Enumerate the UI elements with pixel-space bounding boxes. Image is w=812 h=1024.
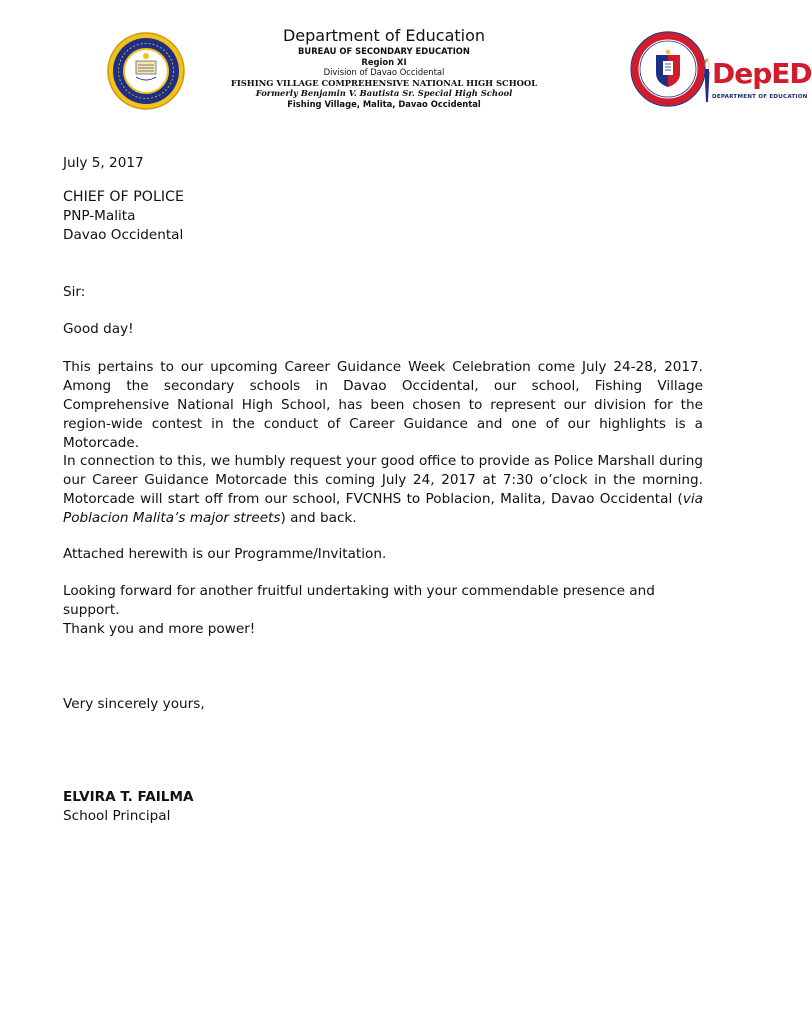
- request-text-end: ) and back.: [280, 510, 357, 526]
- route-note: via Poblacion Malita’s major streets: [63, 491, 703, 526]
- deped-logo: DepED: [712, 57, 812, 90]
- paragraph-purpose: This pertains to our upcoming Career Guidance Week Celebration come July 24-28, 2017. Among the secondary schools in Davao Occidental, our school, Fishing Village Comprehensive National High School, has been chosen to represent our division for the region-wide contest in the conduct of Career Guidance and one of our highlights is a Motorcade.: [63, 359, 703, 451]
- school-seal-icon: [106, 31, 186, 111]
- recipient-title: CHIEF OF POLICE: [63, 189, 184, 205]
- salutation: Sir:: [63, 284, 86, 300]
- paragraph-closing-note: Looking forward for another fruitful undertaking with your commendable presence and support.: [63, 583, 655, 618]
- complimentary-close: Very sincerely yours,: [63, 696, 205, 712]
- formerly-line: Formerly Benjamin V. Bautista Sr. Special High School: [255, 88, 513, 99]
- region-line: Region XI: [361, 56, 407, 67]
- recipient-org: PNP-Malita: [63, 208, 136, 224]
- deped-seal-icon: [630, 31, 706, 107]
- letterhead: [0, 0, 812, 130]
- recipient-place: Davao Occidental: [63, 227, 184, 243]
- letterhead-text: [180, 26, 588, 110]
- request-text: In connection to this, we humbly request your good office to provide as Police Marshall during our Career Guidance Motorcade this coming July 24, 2017 at 7:30 o’clock in the morning. Motorcade will start off from our school, FVCNHS to Poblacion, Malita, Davao Occidental (: [63, 453, 703, 507]
- address-line: Fishing Village, Malita, Davao Occidental: [287, 98, 481, 109]
- signer-title: School Principal: [63, 808, 171, 824]
- department-name: Department of Education: [282, 26, 486, 45]
- recipient-block: [63, 188, 703, 245]
- school-name-line: FISHING VILLAGE COMPREHENSIVE NATIONAL HIGH SCHOOL: [230, 77, 538, 88]
- signature-block: [63, 788, 703, 826]
- paragraph-request: [63, 452, 703, 528]
- letter-date: July 5, 2017: [63, 155, 144, 171]
- division-line: Division of Davao Occidental: [323, 67, 445, 78]
- deped-logo-subtitle: DEPARTMENT OF EDUCATION: [712, 94, 808, 100]
- torch-icon: [702, 58, 712, 104]
- signer-name: ELVIRA T. FAILMA: [63, 789, 194, 805]
- greeting: Good day!: [63, 321, 134, 337]
- paragraph-thanks: Thank you and more power!: [63, 621, 256, 637]
- paragraph-attachment: Attached herewith is our Programme/Invitation.: [63, 546, 387, 562]
- bureau-line: BUREAU OF SECONDARY EDUCATION: [298, 46, 470, 56]
